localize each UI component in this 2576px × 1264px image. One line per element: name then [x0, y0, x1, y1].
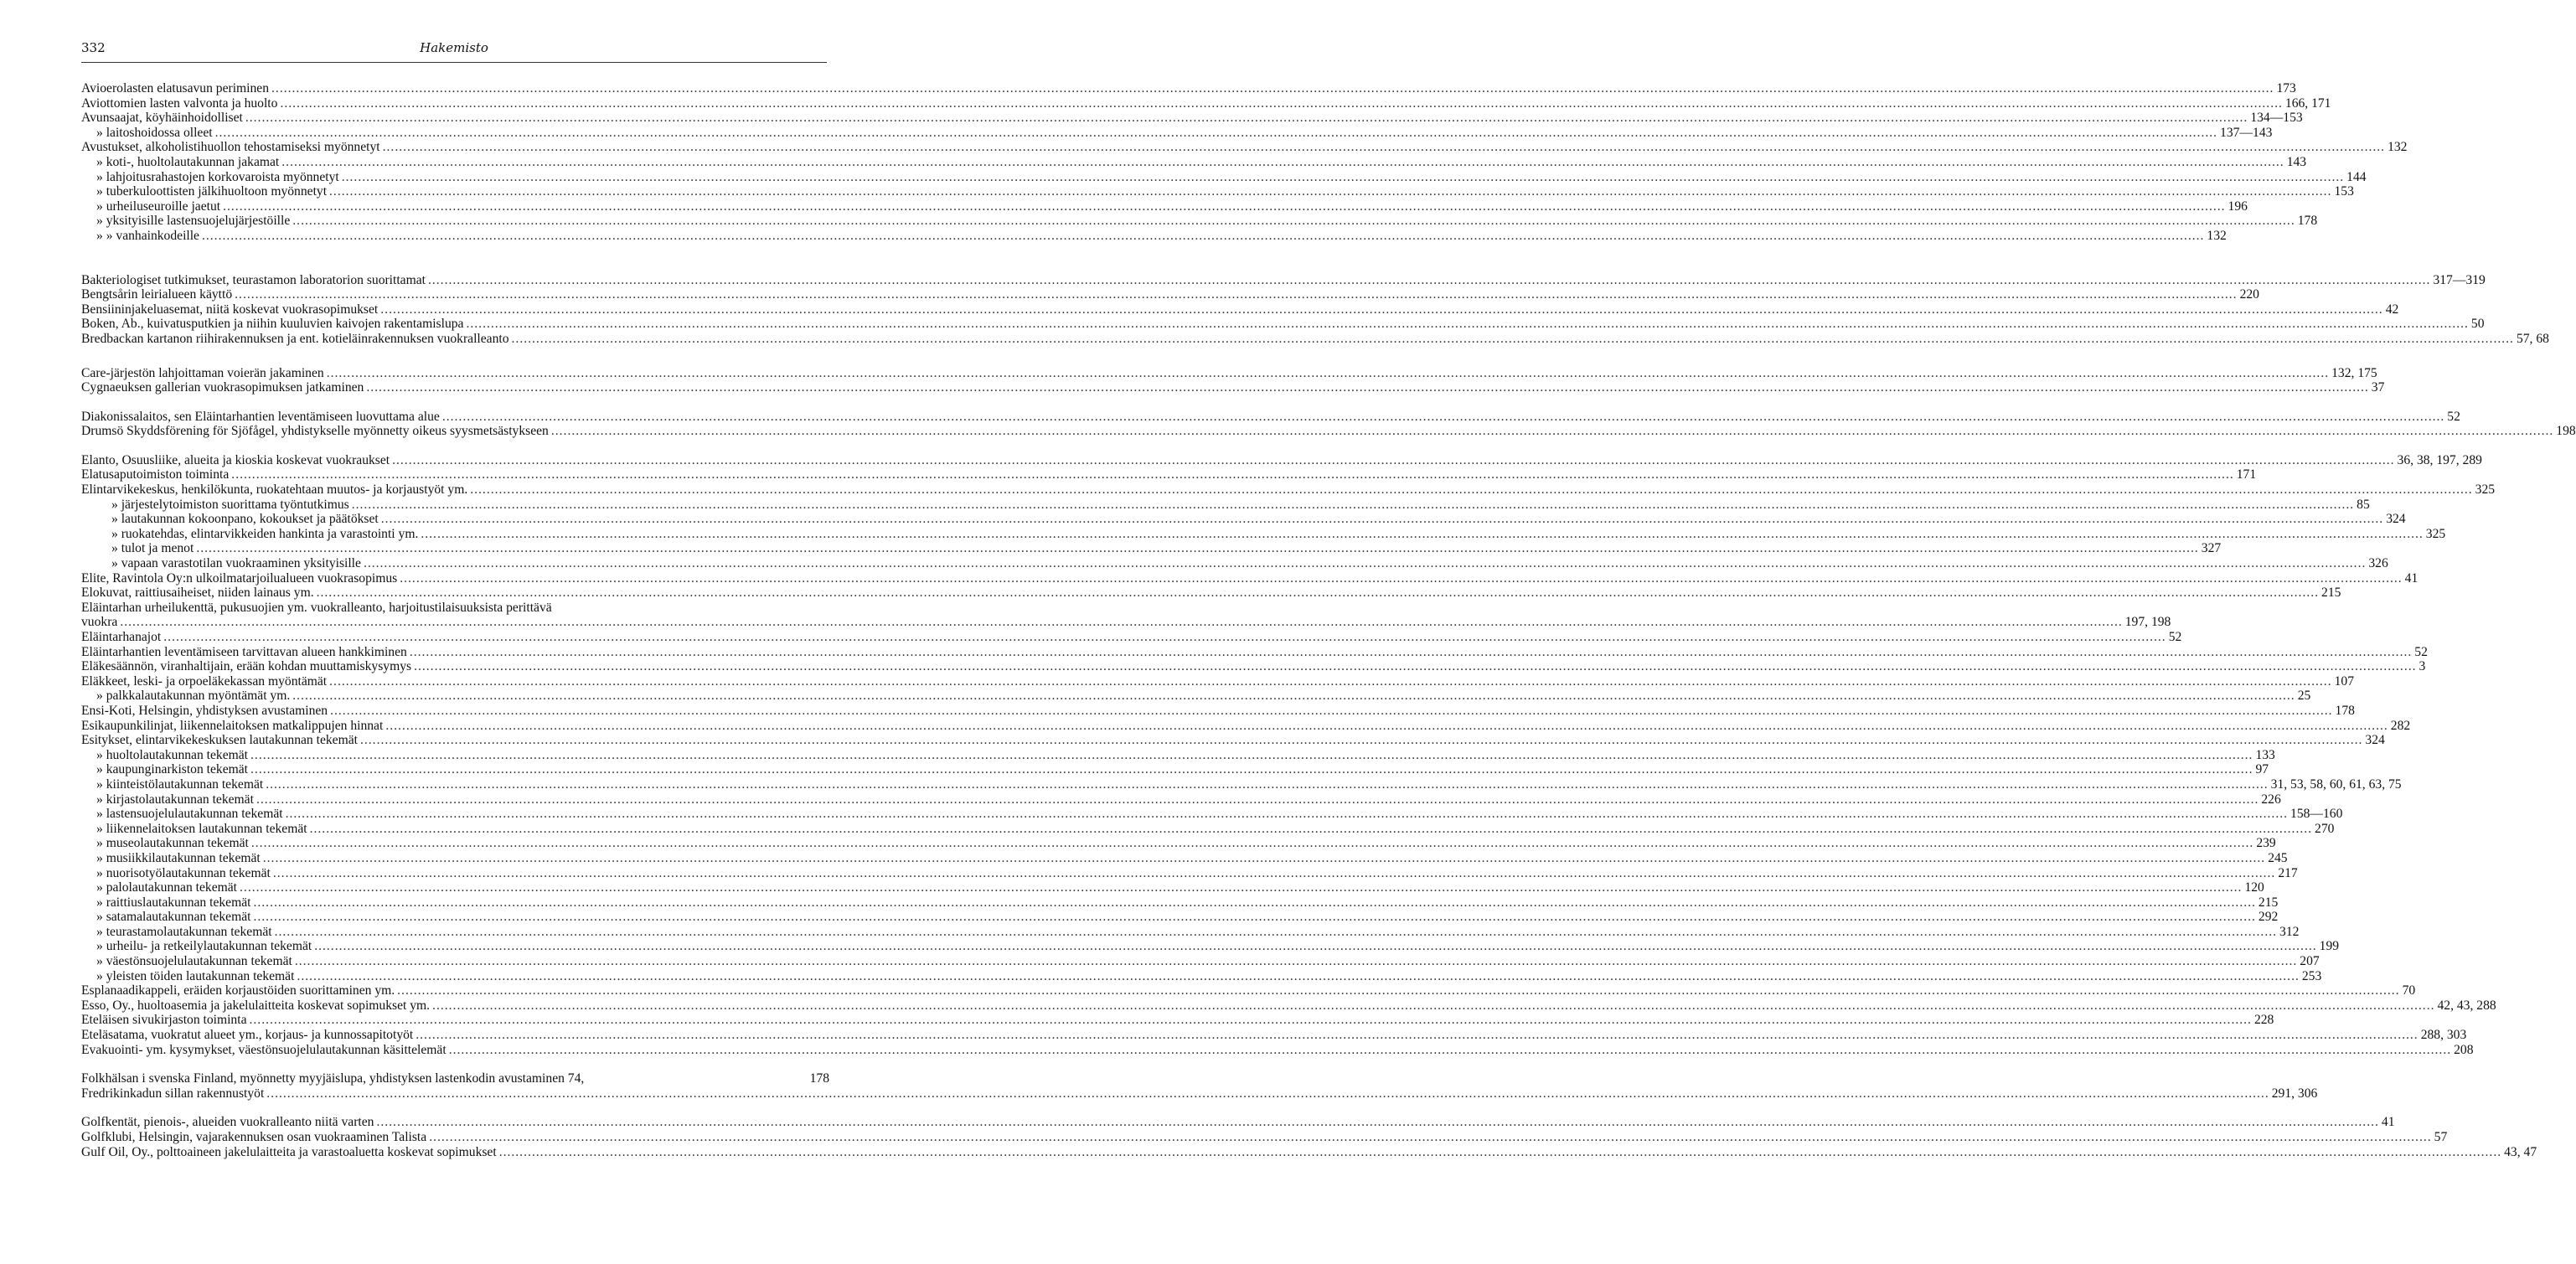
leader-dots	[120, 615, 2122, 630]
index-entry	[81, 1115, 2395, 1130]
leader-dots	[223, 199, 2225, 214]
index-entry	[81, 111, 2303, 126]
entry-page-ref: 41	[2381, 1115, 2395, 1130]
entry-term: » raittiuslautakunnan tekemät	[96, 895, 251, 910]
index-entry	[81, 95, 2331, 111]
leader-dots	[470, 482, 2472, 498]
entry-term: Eteläsatama, vuokratut alueet ym., korjaus- ja kunnossapitotyöt	[81, 1028, 414, 1043]
leader-dots	[429, 1130, 2431, 1145]
leader-dots	[381, 512, 2383, 527]
leader-dots	[364, 556, 2366, 571]
entry-page-ref: 36, 38, 197, 289	[2397, 452, 2482, 467]
entry-term: » palkkalautakunnan myöntämät ym.	[96, 689, 291, 704]
leader-dots	[281, 155, 2284, 170]
index-entry	[81, 762, 2269, 777]
entry-term: » kiinteistölautakunnan tekemät	[96, 776, 264, 792]
entry-page-ref: 215	[2321, 586, 2341, 601]
entry-term: Diakonissalaitos, sen Eläintarhantien leventämiseen luovuttama alue	[81, 409, 440, 424]
entry-page-ref: 198	[2556, 424, 2576, 439]
index-entry	[81, 630, 2182, 645]
leader-dots	[310, 822, 2312, 837]
index-letter-group	[81, 1115, 2537, 1159]
entry-page-ref: 217	[2278, 865, 2298, 880]
leader-dots	[280, 96, 2282, 111]
index-entry	[81, 1071, 829, 1086]
entry-page-ref: 215	[2258, 895, 2279, 910]
entry-page-ref: 178	[2335, 703, 2355, 718]
entry-page-ref: 132	[2207, 228, 2227, 243]
entry-page-ref: 228	[2253, 1013, 2274, 1028]
index-entry	[81, 807, 2343, 822]
entry-page-ref: 31, 53, 58, 60, 61, 63, 75	[2270, 776, 2402, 792]
leader-dots	[271, 81, 2274, 96]
index-entry	[81, 570, 2419, 586]
entry-page-ref: 282	[2390, 718, 2411, 733]
leader-dots	[266, 777, 2268, 792]
entry-page-ref: 42, 43, 288	[2437, 998, 2496, 1013]
index-entry	[81, 302, 2399, 317]
index-entry	[81, 1144, 2537, 1160]
index-entry	[81, 659, 2426, 674]
index-entry	[81, 556, 2388, 571]
entry-term: vuokra	[81, 615, 118, 630]
page-header	[81, 35, 827, 60]
index-entry	[81, 968, 2322, 984]
leader-dots	[202, 229, 2204, 244]
entry-page-ref: 52	[2414, 644, 2428, 659]
entry-page-ref: 317—319	[2433, 272, 2486, 287]
entry-term: Elatusaputoimiston toiminta	[81, 467, 230, 482]
index-entry	[81, 776, 2402, 792]
index-entry	[81, 497, 2370, 513]
entry-term: Evakuointi- ym. kysymykset, väestönsuojelulautakunnan käsittelemät	[81, 1042, 447, 1057]
entry-term: Aviottomien lasten valvonta ja huolto	[81, 95, 278, 111]
entry-page-ref: 166, 171	[2284, 95, 2331, 111]
index-entry	[81, 703, 2355, 719]
entry-page-ref: 37	[2371, 380, 2385, 395]
leader-dots	[286, 807, 2288, 822]
index-entry	[81, 214, 2318, 229]
entry-page-ref: 85	[2357, 497, 2370, 512]
entry-term: Elokuvat, raittiusaiheiset, niiden lainaus ym.	[81, 586, 314, 601]
leader-dots	[385, 719, 2388, 734]
entry-term: » kirjastolautakunnan tekemät	[96, 792, 254, 807]
index-entry	[81, 880, 2264, 895]
leader-dots	[250, 748, 2253, 763]
leader-dots	[551, 424, 2553, 439]
entry-term: Boken, Ab., kuivatusputkien ja niihin kuuluvien kaivojen rakentamislupa	[81, 317, 464, 332]
leader-dots	[442, 410, 2444, 425]
leader-dots	[163, 630, 2166, 645]
leader-dots	[428, 273, 2430, 288]
leader-dots	[327, 366, 2329, 381]
leader-dots	[380, 302, 2382, 317]
leader-dots	[416, 1028, 2418, 1043]
entry-page-ref: 288, 303	[2420, 1028, 2467, 1043]
index-entry	[81, 184, 2354, 199]
entry-term: Avioerolasten elatusavun periminen	[81, 81, 270, 95]
entry-term: » nuorisotyölautakunnan tekemät	[96, 865, 271, 880]
leader-dots	[342, 170, 2344, 185]
index-entry	[81, 910, 2279, 925]
entry-page-ref: 292	[2258, 910, 2279, 925]
entry-term: Drumsö Skyddsförening för Sjöfågel, yhdistykselle myönnetty oikeus syysmetsästykseen	[81, 424, 549, 439]
entry-page-ref: 97	[2255, 762, 2269, 777]
entry-page-ref: 178	[809, 1071, 829, 1086]
leader-dots	[329, 184, 2331, 199]
index-entry	[81, 1028, 2467, 1043]
leader-dots	[317, 586, 2319, 601]
entry-page-ref: 327	[2201, 541, 2222, 556]
leader-dots	[250, 1013, 2252, 1028]
leader-dots	[253, 910, 2255, 925]
entry-page-ref: 107	[2334, 673, 2354, 689]
leader-dots	[295, 954, 2297, 969]
index-entry	[81, 615, 2171, 630]
entry-term: » urheiluseuroille jaetut	[96, 199, 221, 214]
index-entry	[81, 287, 2259, 302]
entry-page-ref: 197, 198	[2124, 615, 2171, 630]
entry-page-ref: 153	[2334, 184, 2354, 199]
leader-dots	[250, 762, 2253, 777]
leader-dots	[240, 880, 2242, 895]
index-entry	[81, 81, 2296, 96]
index-entry	[81, 983, 2416, 998]
leader-dots	[297, 969, 2299, 984]
entry-page-ref: 57	[2434, 1130, 2448, 1144]
leader-dots	[512, 332, 2514, 347]
leader-dots	[421, 527, 2423, 542]
leader-dots	[235, 287, 2237, 302]
entry-term: Elintarvikekeskus, henkilökunta, ruokatehtaan muutos- ja korjaustyöt ym.	[81, 482, 468, 498]
entry-page-ref: 208	[2454, 1042, 2474, 1057]
entry-page-ref: 226	[2261, 792, 2281, 807]
index-entry	[81, 409, 2460, 425]
index-entry	[81, 733, 2385, 748]
leader-dots	[215, 126, 2217, 141]
entry-term: » tulot ja menot	[111, 541, 194, 556]
index-letter-group	[81, 272, 2549, 347]
entry-term: » lastensuojelulautakunnan tekemät	[96, 807, 283, 822]
index-entry	[81, 272, 2486, 288]
entry-page-ref: 171	[2236, 467, 2257, 482]
running-title: Hakemisto	[420, 40, 488, 55]
entry-term: » huoltolautakunnan tekemät	[96, 747, 249, 762]
leader-dots	[499, 1145, 2501, 1160]
leader-dots	[366, 380, 2368, 395]
leader-dots	[263, 851, 2265, 866]
leader-dots	[231, 467, 2233, 482]
index-letter-group	[81, 1071, 2318, 1101]
leader-dots	[410, 645, 2412, 660]
entry-term: » kaupunginarkiston tekemät	[96, 762, 249, 777]
entry-term: » urheilu- ja retkeilylautakunnan tekemät	[96, 939, 312, 954]
entry-page-ref: 245	[2268, 850, 2288, 865]
entry-term: » väestönsuojelulautakunnan tekemät	[96, 954, 292, 969]
entry-page-ref: 120	[2244, 880, 2264, 895]
entry-page-ref: 50	[2470, 317, 2485, 332]
index-entry	[81, 199, 2248, 214]
leader-dots	[266, 1086, 2269, 1101]
index-entry	[81, 228, 2227, 244]
entry-page-ref: 253	[2301, 968, 2322, 983]
index-entry	[81, 673, 2354, 689]
entry-term: » liikennelaitoksen lautakunnan tekemät	[96, 821, 307, 836]
entry-term: Avunsaajat, köyhäinhoidolliset	[81, 111, 243, 126]
entry-term: Elite, Ravintola Oy:n ulkoilmatarjoilualueen vuokrasopimus	[81, 570, 398, 586]
entry-page-ref: 325	[2425, 526, 2446, 541]
index-entry	[81, 169, 2367, 185]
entry-term: Eläintarhan urheilukenttä, pukusuojien ym. vuokralleanto, harjoitustilaisuuksista perittävä	[81, 600, 552, 615]
index-entry	[81, 365, 2377, 381]
leader-dots	[330, 704, 2332, 719]
index-entry	[81, 452, 2482, 468]
leader-dots	[376, 1115, 2378, 1130]
leader-dots	[360, 733, 2362, 748]
index-letter-group	[81, 409, 2576, 439]
index-entry	[81, 939, 2340, 954]
entry-term: Ensi-Koti, Helsingin, yhdistyksen avustaminen	[81, 703, 328, 718]
entry-page-ref: 25	[2297, 689, 2311, 704]
index-entry	[81, 424, 2576, 439]
entry-term: Folkhälsan i svenska Finland, myönnetty myyjäislupa, yhdistyksen lastenkodin avustaminen 74,	[81, 1071, 585, 1086]
entry-page-ref: 199	[2319, 939, 2340, 954]
entry-page-ref: 3	[2419, 659, 2426, 674]
index-entry	[81, 601, 829, 616]
index-entry	[81, 586, 2341, 601]
entry-term: » koti-, huoltolautakunnan jakamat	[96, 154, 280, 169]
index-entry	[81, 954, 2320, 969]
entry-page-ref: 291, 306	[2271, 1086, 2318, 1101]
entry-page-ref: 158—160	[2290, 807, 2343, 822]
entry-page-ref: 326	[2368, 556, 2388, 571]
entry-page-ref: 57, 68	[2516, 331, 2549, 346]
leader-dots	[414, 659, 2416, 674]
entry-term: Golfkentät, pienois-, alueiden vuokralleanto niitä varten	[81, 1115, 374, 1130]
entry-page-ref: 220	[2239, 287, 2259, 302]
entry-term: » järjestelytoimiston suorittama työntutkimus	[111, 497, 349, 512]
entry-term: Care-järjestön lahjoittaman voierän jakaminen	[81, 365, 324, 380]
index-entry	[81, 836, 2276, 851]
leader-dots	[466, 317, 2468, 332]
entry-page-ref: 41	[2404, 570, 2419, 586]
index-entry	[81, 482, 2496, 498]
entry-page-ref: 134—153	[2250, 111, 2303, 126]
entry-term: » » vanhainkodeille	[96, 228, 199, 243]
index-entry	[81, 140, 2408, 155]
entry-term: Bengtsårin leirialueen käyttö	[81, 287, 233, 302]
entry-term: Avustukset, alkoholistihuollon tehostamiseksi myönnetyt	[81, 140, 380, 155]
entry-term: » laitoshoidossa olleet	[96, 125, 213, 140]
index-entry	[81, 821, 2335, 837]
leader-dots	[383, 140, 2385, 155]
entry-term: » palolautakunnan tekemät	[96, 880, 238, 895]
index-entry	[81, 317, 2485, 332]
entry-page-ref: 132	[2388, 140, 2408, 155]
index-entry	[81, 1013, 2274, 1028]
index-entry	[81, 792, 2281, 807]
leader-dots	[400, 571, 2402, 586]
index-entry	[81, 512, 2406, 527]
entry-term: Esitykset, elintarvikekeskuksen lautakunnan tekemät	[81, 733, 358, 748]
entry-term: » lahjoitusrahastojen korkovaroista myönnetyt	[96, 169, 339, 184]
entry-term: » tuberkuloottisten jälkihuoltoon myönnetyt	[96, 184, 328, 199]
entry-page-ref: 324	[2365, 733, 2385, 748]
entry-term: Gulf Oil, Oy., polttoaineen jakelulaitteita ja varastoaluetta koskevat sopimukset	[81, 1144, 497, 1159]
index-entry	[81, 125, 2273, 141]
leader-dots	[392, 453, 2394, 468]
index-entry	[81, 747, 2275, 763]
index-entry	[81, 718, 2411, 734]
index-entry	[81, 1130, 2448, 1145]
leader-dots	[329, 674, 2331, 689]
index-entry	[81, 331, 2549, 347]
entry-term: Eteläisen sivukirjaston toiminta	[81, 1013, 247, 1028]
index-letter-group	[81, 452, 2496, 1057]
leader-dots	[251, 836, 2253, 851]
entry-page-ref: 137—143	[2220, 125, 2273, 140]
leader-dots	[292, 214, 2295, 229]
index-entry	[81, 850, 2288, 866]
entry-page-ref: 133	[2255, 747, 2275, 762]
entry-page-ref: 270	[2315, 821, 2335, 836]
entry-term: » vapaan varastotilan vuokraaminen yksityisille	[111, 556, 361, 571]
entry-term: Esplanaadikappeli, eräiden korjaustöiden suorittaminen ym.	[81, 983, 395, 998]
page-number: 332	[81, 40, 106, 55]
leader-dots	[449, 1043, 2451, 1058]
entry-page-ref: 325	[2475, 482, 2496, 498]
leader-dots	[256, 792, 2259, 807]
entry-term: Bensiininjakeluasemat, niitä koskevat vuokrasopimukset	[81, 302, 379, 317]
leader-dots	[397, 983, 2399, 998]
entry-page-ref: 312	[2279, 924, 2300, 939]
leader-dots	[352, 498, 2354, 513]
entry-term: Bakteriologiset tutkimukset, teurastamon laboratorion suorittamat	[81, 272, 426, 287]
index-entry	[81, 526, 2446, 542]
leader-dots	[432, 998, 2434, 1014]
index-entry	[81, 644, 2428, 660]
leader-dots	[292, 689, 2295, 704]
entry-term: Golfklubi, Helsingin, vajarakennuksen osan vuokraaminen Talista	[81, 1130, 427, 1144]
leader-dots	[253, 895, 2255, 911]
index-letter-group	[81, 81, 2408, 244]
index-entry	[81, 467, 2257, 482]
entry-page-ref: 52	[2168, 630, 2182, 644]
entry-term: » teurastamolautakunnan tekemät	[96, 924, 272, 939]
entry-term: Eläintarhantien leventämiseen tarvittavan alueen hankkiminen	[81, 644, 407, 659]
entry-page-ref: 324	[2386, 512, 2406, 527]
index-entry	[81, 895, 2279, 911]
entry-page-ref: 42	[2385, 302, 2399, 317]
leader-dots	[245, 111, 2248, 126]
entry-page-ref: 52	[2447, 409, 2460, 424]
entry-page-ref: 70	[2402, 983, 2416, 998]
index-entry	[81, 924, 2300, 940]
entry-term: Bredbackan kartanon riihirakennuksen ja ent. kotieläinrakennuksen vuokralleanto	[81, 331, 509, 346]
entry-term: » yleisten töiden lautakunnan tekemät	[96, 968, 295, 983]
entry-term: » yksityisille lastensuojelujärjestöille	[96, 214, 291, 229]
index-entry	[81, 689, 2311, 704]
index-entry	[81, 998, 2496, 1014]
index-list	[81, 81, 2576, 1159]
entry-page-ref: 178	[2297, 214, 2318, 229]
entry-term: Esso, Oy., huoltoasemia ja jakelulaitteita koskevat sopimukset ym.	[81, 998, 431, 1013]
header-rule	[81, 62, 827, 63]
index-entry	[81, 1042, 2474, 1058]
leader-dots	[273, 866, 2275, 881]
entry-term: Eläkesäännön, viranhaltijain, erään kohdan muuttamiskysymys	[81, 659, 412, 674]
entry-term: » satamalautakunnan tekemät	[96, 910, 251, 925]
entry-page-ref: 207	[2300, 954, 2320, 969]
index-entry	[81, 541, 2222, 556]
index-entry	[81, 1086, 2318, 1101]
leader-dots	[196, 541, 2198, 556]
entry-page-ref: 43, 47	[2504, 1144, 2537, 1159]
entry-term: » ruokatehdas, elintarvikkeiden hankinta ja varastointi ym.	[111, 526, 419, 541]
entry-page-ref: 144	[2346, 169, 2367, 184]
entry-term: » museolautakunnan tekemät	[96, 836, 249, 851]
entry-term: Elanto, Osuusliike, alueita ja kioskia koskevat vuokraukset	[81, 452, 390, 467]
entry-term: Cygnaeuksen gallerian vuokrasopimuksen jatkaminen	[81, 380, 364, 395]
entry-page-ref: 196	[2228, 199, 2248, 214]
entry-term: Eläintarhanajot	[81, 630, 162, 644]
index-letter-group	[81, 365, 2385, 395]
index-entry	[81, 154, 2307, 170]
entry-term: Fredrikinkadun sillan rakennustyöt	[81, 1086, 265, 1101]
entry-page-ref: 173	[2276, 81, 2296, 95]
index-entry	[81, 865, 2298, 881]
index-entry	[81, 380, 2385, 395]
entry-term: Eläkkeet, leski- ja orpoeläkekassan myöntämät	[81, 673, 328, 689]
entry-page-ref: 239	[2256, 836, 2276, 851]
leader-dots	[314, 939, 2316, 954]
leader-dots	[275, 925, 2277, 940]
entry-term: » musiikkilautakunnan tekemät	[96, 850, 261, 865]
entry-page-ref: 143	[2286, 154, 2307, 169]
entry-page-ref: 132, 175	[2331, 365, 2377, 380]
entry-term: » lautakunnan kokoonpano, kokoukset ja päätökset	[111, 512, 379, 527]
entry-term: Esikaupunkilinjat, liikennelaitoksen matkalippujen hinnat	[81, 718, 384, 733]
